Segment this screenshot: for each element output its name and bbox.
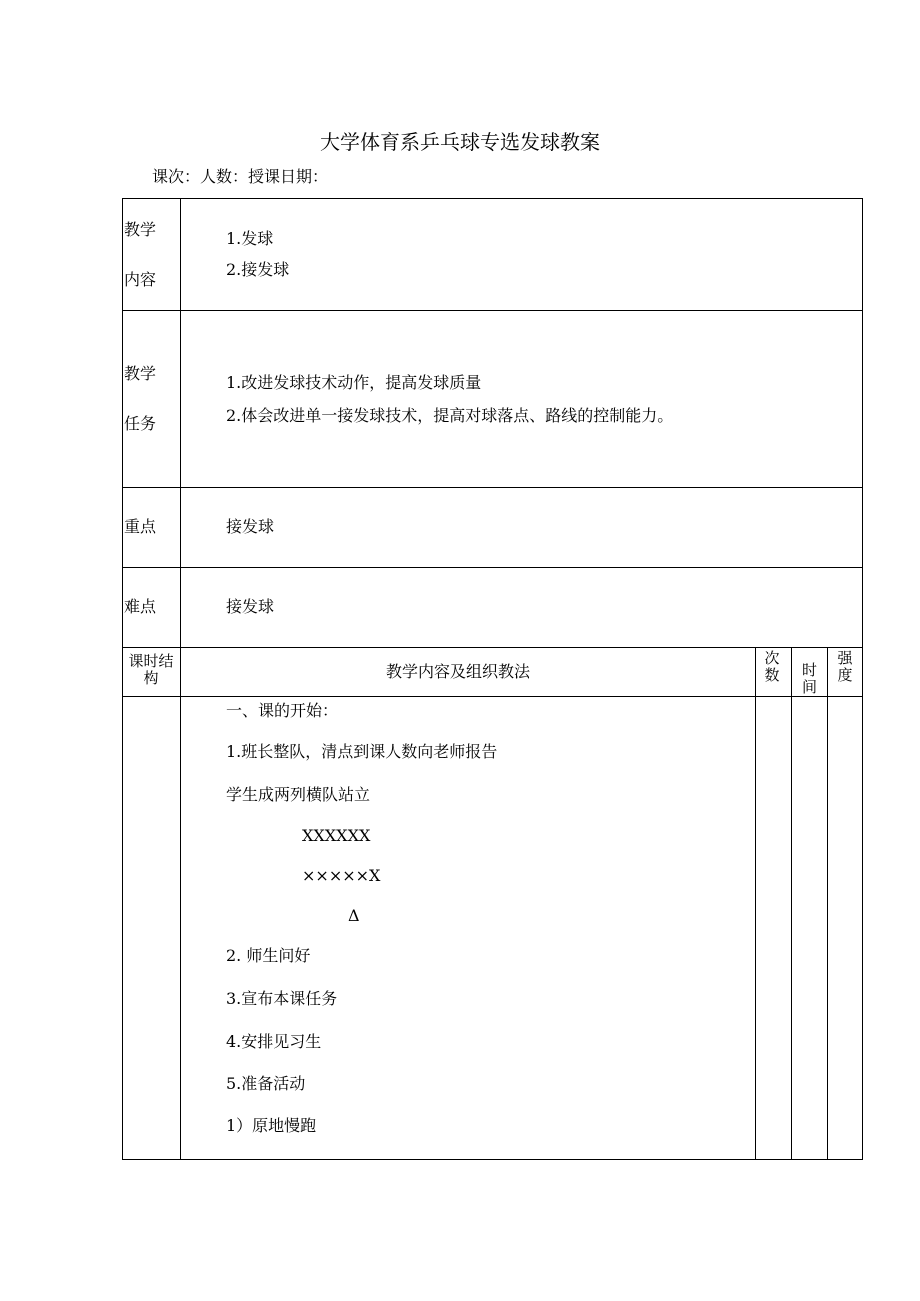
- content-item: 1.发球: [226, 229, 274, 248]
- intensity-header-line2: 度: [837, 666, 853, 684]
- key-point-label: 重点: [124, 517, 157, 536]
- time-column-divider: [791, 647, 792, 1160]
- document-title: 大学体育系乒乓球专选发球教案: [320, 130, 600, 154]
- method-header: 教学内容及组织教法: [386, 662, 531, 681]
- row-divider: [122, 310, 863, 311]
- intensity-header-line1: 强: [837, 649, 853, 667]
- task-item: 1.改进发球技术动作，提高发球质量: [226, 373, 482, 392]
- table-border-top: [122, 198, 863, 199]
- time-header-line1: 时: [801, 661, 817, 679]
- tasks-label-line2: 任务: [124, 414, 157, 433]
- difficulty-label: 难点: [124, 597, 157, 616]
- structure-header-line2: 构: [143, 669, 159, 687]
- difficulty-value: 接发球: [226, 597, 275, 616]
- lesson-plan-table: [122, 198, 863, 1160]
- time-header: [792, 662, 827, 696]
- structure-header-line1: 课时结: [128, 652, 174, 670]
- lesson-meta-line: 课次：人数：授课日期：: [152, 167, 329, 186]
- content-item: 2.接发球: [226, 260, 290, 279]
- row-divider: [122, 567, 863, 568]
- body-line: 5.准备活动: [226, 1074, 306, 1093]
- key-point-value: 接发球: [226, 517, 275, 536]
- row-divider: [122, 696, 863, 697]
- label-column-divider: [180, 198, 181, 1160]
- teacher-position-marker: Δ: [348, 906, 360, 925]
- tasks-label-line1: 教学: [124, 364, 157, 383]
- intensity-header: [828, 650, 862, 684]
- body-line: 4.安排见习生: [226, 1032, 322, 1051]
- body-line: 一、课的开始：: [226, 701, 339, 720]
- count-header-line2: 数: [764, 666, 780, 684]
- count-header-line1: 次: [764, 649, 780, 667]
- body-line: 1.班长整队，清点到课人数向老师报告: [226, 742, 498, 761]
- task-item: 2.体会改进单一接发球技术，提高对球落点、路线的控制能力。: [226, 406, 674, 425]
- formation-row: XXXXXX: [302, 826, 371, 845]
- body-line: 3.宣布本课任务: [226, 989, 338, 1008]
- table-border-right: [862, 198, 863, 1160]
- count-column-divider: [755, 647, 756, 1160]
- structure-header: [122, 653, 180, 687]
- row-divider: [122, 487, 863, 488]
- intensity-column-divider: [827, 647, 828, 1160]
- body-line: 学生成两列横队站立: [226, 785, 371, 804]
- content-label-line1: 教学: [124, 220, 157, 239]
- content-label-line2: 内容: [124, 270, 157, 289]
- table-border-bottom: [122, 1159, 863, 1160]
- body-line: 2. 师生问好: [226, 946, 311, 965]
- row-divider: [122, 647, 863, 648]
- time-header-line2: 间: [801, 678, 817, 696]
- count-header: [756, 650, 788, 684]
- formation-row: ×××××X: [302, 866, 381, 885]
- body-line: 1）原地慢跑: [226, 1116, 317, 1135]
